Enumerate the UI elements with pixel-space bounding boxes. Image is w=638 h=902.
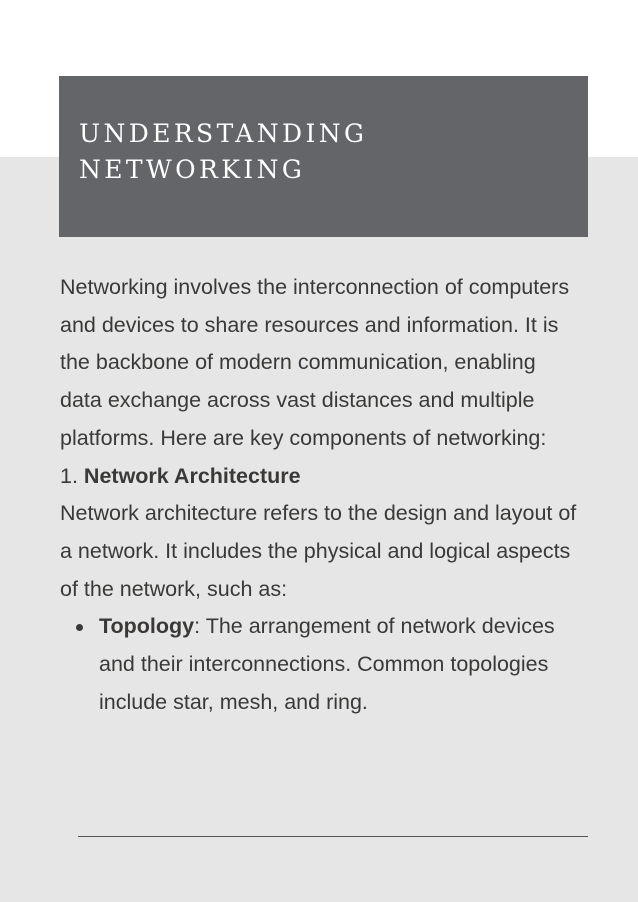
bullet-list <box>60 608 580 721</box>
intro-paragraph: Networking involves the interconnection of computers and devices to share resources and information. It is the backbone of modern communication, enabling data exchange across vast distances and multiple platforms. Here are key components of networking: <box>60 275 570 450</box>
list-item <box>99 608 580 721</box>
section-heading <box>60 458 580 496</box>
content-body <box>60 269 580 721</box>
footer-divider <box>78 836 588 837</box>
page-title <box>79 116 568 188</box>
section-heading-text: Network Architecture <box>83 463 301 488</box>
section-paragraph: Network architecture refers to the design and layout of a network. It includes the physical and logical aspects of the network, such as: <box>60 501 577 601</box>
bullet-text: : The arrangement of network devices and their interconnections. Common topologies include star, mesh, and ring. <box>99 614 555 714</box>
section-number: 1. <box>60 463 78 488</box>
title-line-1: UNDERSTANDING <box>79 119 368 148</box>
bullet-dot-icon <box>76 624 83 631</box>
bullet-term: Topology <box>99 614 195 639</box>
title-line-2: NETWORKING <box>79 155 306 184</box>
title-banner <box>59 76 588 237</box>
